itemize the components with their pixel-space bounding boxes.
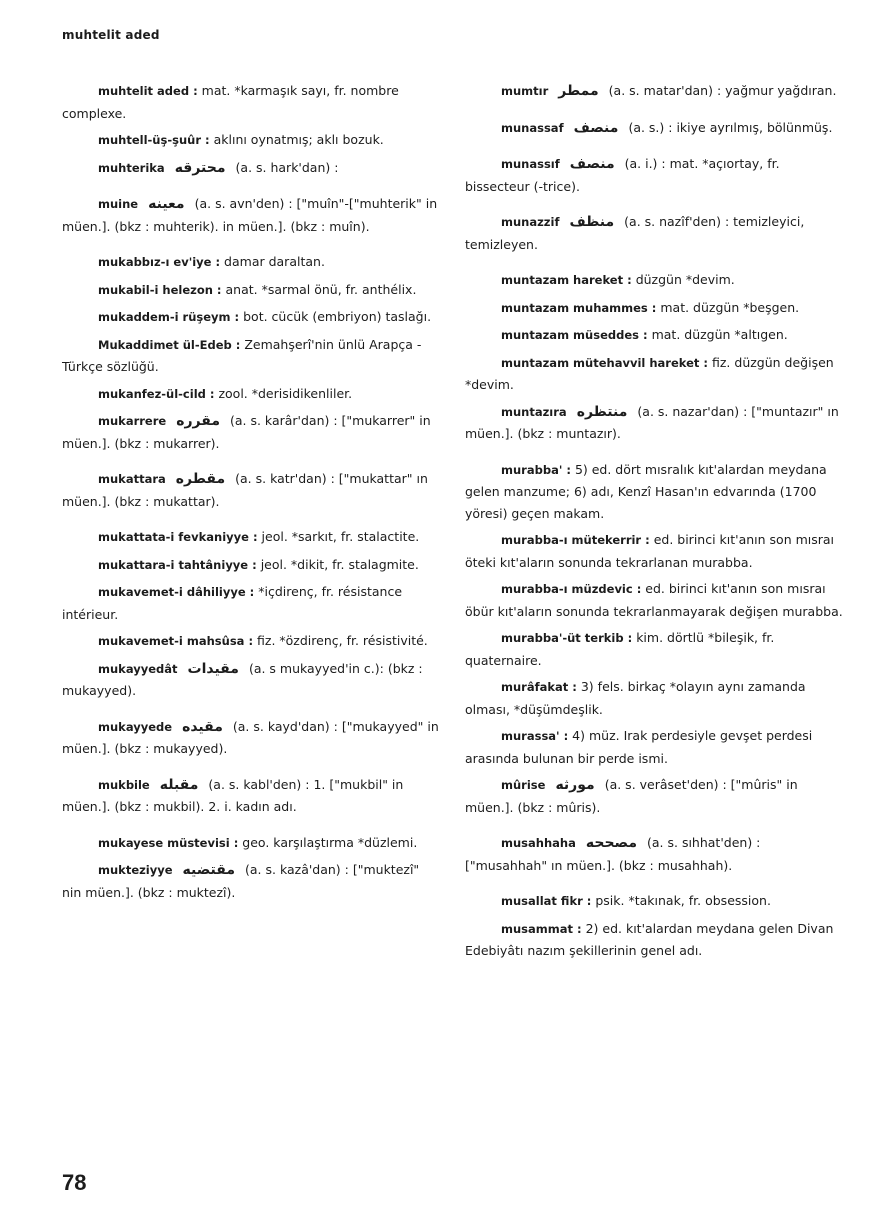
entry-term: murassa' : (501, 729, 569, 743)
entry-definition: damar daraltan. (224, 254, 325, 269)
entry-term: mukabbız-ı ev'iye : (98, 255, 221, 269)
dictionary-entry (465, 918, 843, 962)
dictionary-entry (62, 658, 440, 702)
entry-definition: aklını oynatmış; aklı bozuk. (213, 132, 384, 147)
entry-arabic-script: مقيدات (187, 660, 239, 677)
entry-arabic-script: مورثه (555, 777, 595, 793)
dictionary-entry (62, 554, 440, 577)
entry-definition: (a. s. hark'dan) : (235, 159, 339, 175)
dictionary-entry (62, 129, 440, 152)
right-column (465, 80, 843, 967)
entry-arabic-script: ممطر (558, 83, 599, 99)
entry-arabic-script: محترقه (174, 159, 226, 176)
entry-definition: (a. s. matar'dan) : yağmur yağdıran. (608, 83, 837, 98)
entry-term: mukattara-i tahtâniyye : (98, 557, 257, 572)
entry-definition: fiz. *özdirenç, fr. résistivité. (257, 633, 428, 648)
entry-definition: 2) ed. kıt'alardan meydana gelen Divan Edebiyâtı nazım şekillerinin genel adı. (465, 920, 834, 958)
dictionary-entry (465, 352, 843, 396)
entry-term: mukayese müstevisi : (98, 835, 239, 850)
entry-term: muntazam hareket : (501, 273, 632, 287)
dictionary-entry (465, 627, 843, 671)
dictionary-entry (62, 383, 440, 406)
entry-term: mukaddem-i rüşeym : (98, 310, 240, 324)
entry-definition: anat. *sarmal önü, fr. anthélix. (225, 281, 417, 297)
left-column (62, 80, 440, 917)
dictionary-entry (465, 676, 843, 720)
dictionary-entry (62, 279, 440, 302)
entry-term: mukteziyye (98, 863, 173, 877)
entry-arabic-script: مصححه (585, 835, 637, 851)
entry-term: mukarrere (98, 414, 167, 428)
entry-term: muhterika (98, 160, 165, 175)
entry-term: munassıf (501, 157, 560, 171)
dictionary-entry (465, 459, 843, 525)
entry-definition: geo. karşılaştırma *düzlemi. (242, 834, 418, 850)
entry-term: munazzif (501, 215, 560, 229)
dictionary-entry (62, 832, 440, 855)
dictionary-entry (62, 630, 440, 653)
entry-definition: *içdirenç, fr. résistance intérieur. (62, 584, 403, 622)
entry-term: musallat fikr : (501, 894, 592, 908)
entry-definition: Zemahşerî'nin ünlü Arapça - Türkçe sözlüğü. (62, 336, 422, 374)
dictionary-entry (62, 193, 440, 237)
entry-term: musahhaha (501, 836, 576, 850)
entry-arabic-script: مقرره (176, 413, 220, 429)
entry-term: muhtell-üş-şuûr : (98, 133, 210, 147)
dictionary-entry (465, 832, 843, 876)
dictionary-entry (465, 725, 843, 769)
entry-term: mukayyede (98, 719, 173, 734)
dictionary-entry (465, 578, 843, 622)
entry-arabic-script: مقبله (159, 776, 199, 793)
entry-term: mumtır (501, 84, 549, 98)
entry-term: mukayyedât (98, 661, 178, 676)
dictionary-entry (62, 410, 440, 454)
entry-definition: ed. birinci kıt'anın son mısraı öteki kıt'aların sonunda tekrarlanan murabba. (465, 532, 835, 570)
dictionary-entry (62, 526, 440, 549)
entry-definition: ed. birinci kıt'anın son mısraı öbür kıt'aların sonunda tekrarlanmayarak değişen murabba. (465, 581, 843, 619)
entry-term: Mukaddimet ül-Edeb : (98, 337, 241, 352)
page-number: 78 (62, 1170, 87, 1195)
entry-term: muntazam müseddes : (501, 328, 648, 342)
entry-definition: (a. s.) : ikiye ayrılmış, bölünmüş. (628, 119, 833, 135)
entry-term: muhtelit aded : (98, 84, 198, 98)
entry-definition: (a. s. nazîf'den) : temizleyici, temizleyen. (465, 214, 805, 252)
dictionary-entry (465, 211, 843, 255)
dictionary-entry (62, 859, 440, 903)
entry-definition: mat. düzgün *altıgen. (651, 327, 788, 342)
entry-arabic-script: منصف (573, 119, 619, 136)
entry-term: murabba-ı mütekerrir : (501, 533, 650, 547)
entry-definition: mat. *karmaşık sayı, fr. nombre complexe. (62, 83, 399, 121)
entry-term: munassaf (501, 120, 564, 135)
dictionary-entry (62, 334, 440, 378)
entry-definition: mat. düzgün *beşgen. (660, 299, 800, 315)
entry-term: muntazam mütehavvil hareket : (501, 355, 709, 370)
dictionary-entry (465, 529, 843, 573)
entry-term: mukanfez-ül-cild : (98, 386, 215, 401)
entry-definition: jeol. *dikit, fr. stalagmite. (260, 556, 419, 572)
dictionary-entry (465, 153, 843, 197)
entry-definition: (a. i.) : mat. *açıortay, fr. bissecteur (-trice). (465, 156, 780, 194)
dictionary-entry (465, 324, 843, 347)
dictionary-entry (62, 716, 440, 760)
entry-definition: 3) fels. birkaç *olayın aynı zamanda olması, *düşümdeşlik. (465, 679, 806, 717)
entry-definition: psik. *takınak, fr. obsession. (595, 893, 771, 908)
dictionary-entry (465, 890, 843, 913)
entry-definition: zool. *derisidikenliler. (218, 385, 353, 401)
entry-term: muntazıra (501, 404, 567, 419)
dictionary-entry (62, 774, 440, 818)
entry-term: muntazam muhammes : (501, 300, 657, 315)
entry-term: muine (98, 197, 139, 211)
entry-term: murabba-ı müzdevic : (501, 582, 642, 596)
entry-definition: (a. s. sıhhat'den) : ["musahhah" ın müen.]. (bkz : musahhah). (465, 835, 761, 873)
entry-arabic-script: مقتضيه (182, 862, 236, 878)
entry-definition: (a. s. kayd'dan) : ["mukayyed" in müen.]. (bkz : mukayyed). (62, 718, 439, 756)
dictionary-entry (62, 251, 440, 274)
entry-term: murabba' : (501, 462, 571, 477)
dictionary-entry (465, 297, 843, 320)
entry-definition: 4) müz. Irak perdesiyle gevşet perdesi arasında bulunan bir perde ismi. (465, 728, 813, 766)
dictionary-entry (62, 581, 440, 625)
entry-definition: (a. s. nazar'dan) : ["muntazır" ın müen.]. (bkz : muntazır). (465, 403, 839, 441)
entry-term: murabba'-üt terkib : (501, 631, 633, 645)
entry-definition: (a. s. avn'den) : ["muîn"-["muhterik" in müen.]. (bkz : muhterik). in müen.]. (bkz : muîn). (62, 196, 438, 234)
dictionary-entry (62, 468, 440, 512)
entry-definition: (a. s. verâset'den) : ["mûris" in müen.]. (bkz : mûris). (465, 777, 798, 815)
dictionary-entry (465, 401, 843, 445)
entry-term: mukavemet-i mahsûsa : (98, 634, 254, 648)
entry-term: mukbile (98, 777, 150, 792)
entry-term: mukattara (98, 472, 166, 486)
entry-definition: (a. s. karâr'dan) : ["mukarrer" in müen.]. (bkz : mukarrer). (62, 413, 431, 451)
entry-definition: bot. cücük (embriyon) taslağı. (243, 309, 432, 324)
entry-definition: fiz. düzgün değişen *devim. (465, 354, 834, 392)
entry-term: mukabil-i helezon : (98, 282, 222, 297)
dictionary-entry (465, 80, 843, 103)
entry-arabic-script: مقطره (175, 471, 226, 487)
dictionary-entry (62, 80, 440, 124)
dictionary-entry (465, 117, 843, 140)
entry-definition: düzgün *devim. (635, 272, 735, 287)
entry-arabic-script: منتظره (576, 403, 628, 420)
dictionary-entry (62, 157, 440, 180)
entry-term: mukavemet-i dâhiliyye : (98, 585, 255, 599)
entry-definition: jeol. *sarkıt, fr. stalactite. (261, 529, 420, 544)
entry-definition: 5) ed. dört mısralık kıt'alardan meydana gelen manzume; 6) adı, Kenzî Hasan'ın edvarında (1700 yöresi) geçen makam. (465, 461, 827, 521)
entry-term: murâfakat : (501, 680, 577, 694)
entry-definition: (a. s. kazâ'dan) : ["muktezî" nin müen.]. (bkz : muktezî). (62, 862, 420, 900)
entry-definition: (a. s. kabl'den) : 1. ["mukbil" in müen.]. (bkz : mukbil). 2. i. kadın adı. (62, 776, 404, 814)
entry-arabic-script: مقيده (182, 718, 223, 735)
entry-arabic-script: معينه (148, 196, 185, 212)
running-head: muhtelit aded (62, 28, 160, 42)
dictionary-entry (465, 269, 843, 292)
entry-definition: (a. s mukayyed'in c.): (bkz : mukayyed). (62, 660, 423, 698)
entry-definition: kim. dörtlü *bileşik, fr. quaternaire. (465, 630, 775, 668)
entry-arabic-script: منصف (569, 156, 615, 172)
entry-definition: (a. s. katr'dan) : ["mukattar" ın müen.]. (bkz : mukattar). (62, 471, 428, 509)
entry-arabic-script: منظف (569, 214, 615, 230)
entry-term: mûrise (501, 778, 546, 792)
dictionary-entry (465, 774, 843, 818)
entry-term: mukattata-i fevkaniyye : (98, 530, 258, 544)
dictionary-entry (62, 306, 440, 329)
entry-term: musammat : (501, 921, 582, 936)
